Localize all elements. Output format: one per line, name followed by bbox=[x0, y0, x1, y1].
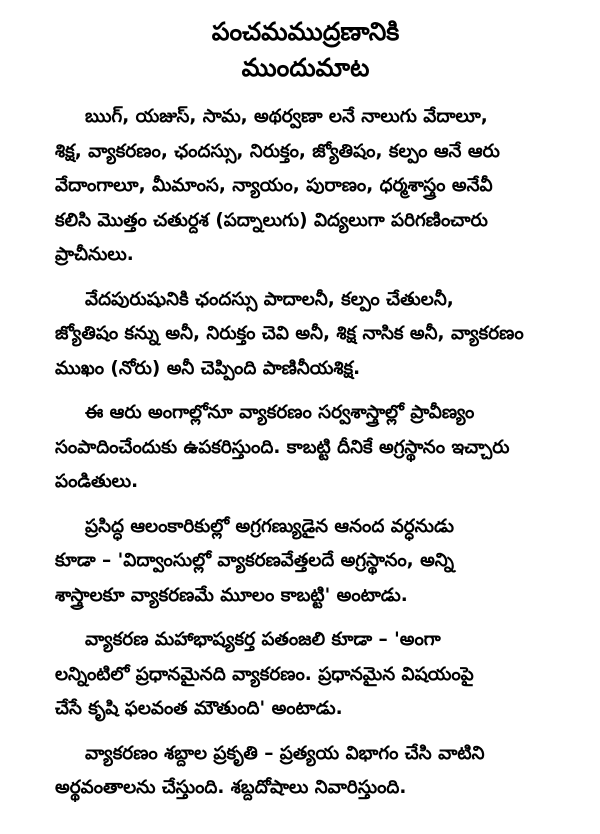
paragraph-1 bbox=[55, 100, 556, 273]
paragraph-line: లన్నింటిలో ప్రధానమైనది వ్యాకరణం. ప్రధానమైన విషయంపై bbox=[55, 663, 474, 685]
paragraph-line: ప్రసిద్ధ ఆలంకారికుల్లో అగ్రగణ్యుడైన ఆనంద వర్ధనుడు bbox=[85, 515, 454, 537]
paragraph-line: సంపాదించేందుకు ఉపకరిస్తుంది. కాబట్టి దీనికే అగ్రస్థానం ఇచ్చారు bbox=[55, 436, 510, 458]
paragraph-4 bbox=[55, 510, 556, 614]
paragraph-line: శిక్ష, వ్యాకరణం, ఛందస్సు, నిరుక్తం, జ్యోతిషం, కల్పం ఆనే ఆరు bbox=[55, 140, 500, 162]
paragraph-line: చేసే కృషి ఫలవంత మౌతుంది' అంటాడు. bbox=[55, 698, 343, 719]
paragraph-line: జ్యోతిషం కన్ను అనీ, నిరుక్తం చెవి అనీ, శిక్ష నాసిక అనీ, వ్యాకరణం bbox=[55, 323, 524, 344]
paragraph-line: ఋగ్, యజుస్, సామ, అథర్వణా లనే నాలుగు వేదాలూ, bbox=[85, 106, 488, 127]
paragraph-line: ముఖం (నోరు) అనీ చెప్పింది పాణినీయశిక్ష. bbox=[55, 357, 361, 379]
paragraph-line: ప్రాచీనులు. bbox=[55, 244, 134, 265]
paragraph-line: కలిసి మొత్తం చతుర్దశ (పద్నాలుగు) విద్యలుగా పరిగణించారు bbox=[55, 209, 488, 231]
heading-line-2: ముందుమాట bbox=[241, 53, 370, 82]
paragraph-line: వ్యాకరణం శబ్దాల ప్రకృతి – ప్రత్యయ విభాగం చేసి వాటిని bbox=[85, 742, 485, 764]
paragraph-line: పండితులు. bbox=[55, 471, 139, 492]
paragraph-2 bbox=[55, 283, 556, 387]
paragraph-5 bbox=[55, 623, 556, 727]
paragraph-line: శాస్త్రాలకూ వ్యాకరణమే మూలం కాబట్టి' అంటాడు. bbox=[55, 584, 408, 606]
paragraph-line: వ్యాకరణ మహాభాష్యకర్త పతంజలి కూడా – 'అంగా bbox=[85, 629, 441, 650]
paragraph-line: వేదపురుషునికి ఛందస్సు పాదాలనీ, కల్పం చేతులనీ, bbox=[85, 288, 454, 310]
paragraph-6 bbox=[55, 737, 556, 806]
paragraph-line: కూడా – 'విద్వాంసుల్లో వ్యాకరణవేత్తలదే అగ్రస్థానం, అన్ని bbox=[55, 550, 454, 571]
paragraph-line: అర్థవంతాలను చేస్తుంది. శబ్దదోషాలు నివారిస్తుంది. bbox=[55, 777, 407, 798]
paragraph-line: వేదాంగాలూ, మీమాంస, న్యాయం, పురాణం, ధర్మశాస్త్రం అనేవీ bbox=[55, 175, 493, 196]
paragraph-3 bbox=[55, 396, 556, 500]
paragraph-line: ఈ ఆరు అంగాల్లోనూ వ్యాకరణం సర్వశాస్త్రాల్లో ప్రావీణ్యం bbox=[85, 402, 475, 423]
heading-line-1: పంచమముద్రణానికి bbox=[211, 17, 400, 46]
